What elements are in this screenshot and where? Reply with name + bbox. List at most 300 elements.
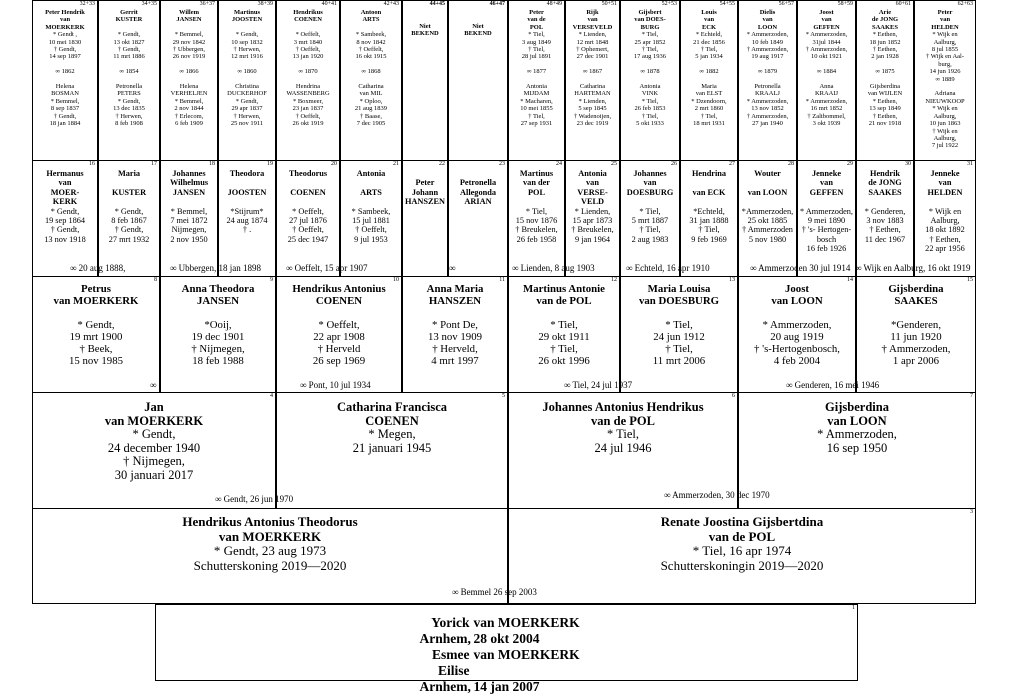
ancestor-number: 50+51: [601, 1, 617, 7]
ancestor-number: 44+45: [429, 1, 445, 7]
person-line: * Tiel,: [525, 206, 548, 216]
person-line: 13 nov 1909: [428, 331, 482, 343]
person-line: * Ammerzoden,: [746, 31, 789, 39]
person-line: Schutterskoningin 2019—2020: [660, 557, 824, 573]
person-line: van LOON: [827, 413, 887, 428]
ancestor-cell: [738, 160, 797, 277]
person-line: JANSEN: [176, 16, 202, 24]
person-line: Adriana: [934, 90, 956, 98]
ancestor-number: 42+43: [383, 1, 399, 7]
person-line: † Herveld,: [432, 343, 478, 355]
person-line: van de POL: [536, 295, 592, 307]
person-line: KRAALJ: [755, 90, 780, 98]
person-line: * Ammerzoden,: [746, 97, 789, 105]
person-line: Hendrik: [870, 169, 900, 178]
marriage-note: ∞ Pont, 10 jul 1934: [300, 380, 371, 390]
ancestor-number: 58+59: [837, 1, 853, 7]
ancestor-number: 4: [270, 393, 273, 399]
ancestor-cell: [856, 160, 914, 277]
ancestor-cell: [160, 160, 218, 277]
person-line: Willem: [178, 9, 200, 16]
person-line: 18 jan 1884: [49, 120, 81, 128]
child-row-left: Esmee Eilise: [432, 647, 470, 678]
person-line: POL: [527, 187, 546, 197]
person-line: * Oploo,: [359, 97, 383, 105]
person-line: † Ammerzoden: [742, 225, 793, 235]
person-line: van de: [527, 16, 546, 24]
person-line: DUCKERHOF: [227, 90, 267, 98]
person-line: * Gendt,: [117, 97, 141, 105]
person-line: [370, 24, 372, 31]
person-line: 5 nov 1980: [748, 234, 787, 244]
person-line: Hendrikus Antonius: [292, 283, 386, 295]
person-line: * Bemmel,: [50, 97, 80, 105]
ancestor-number: 1: [852, 605, 855, 611]
person-line: Johannes Antonius Hendrikus: [542, 400, 704, 414]
person-line: * Gendt,: [235, 97, 259, 105]
person-line: Petronella: [459, 178, 497, 188]
ancestor-number: 6: [732, 393, 735, 399]
person-line: * Dzendoorn,: [691, 97, 727, 105]
person-line: † Eethen,: [872, 46, 898, 54]
person-line: 22 apr 1956: [925, 244, 965, 254]
person-line: † Gendt,: [50, 225, 80, 235]
person-line: Joost: [785, 283, 809, 295]
person-line: Arie: [878, 9, 892, 16]
person-line: Martinus: [519, 169, 554, 178]
ancestor-cell: [565, 160, 620, 277]
person-line: Aalburg,: [933, 112, 957, 120]
person-line: 10 mei 1855: [520, 105, 553, 113]
person-line: * Wijk en: [932, 105, 958, 113]
person-line: [592, 61, 594, 68]
person-line: † Oeffelt,: [355, 225, 387, 235]
ancestor-cell: [508, 0, 565, 161]
person-line: Jan: [144, 400, 164, 414]
person-line: 27 dec 1901: [576, 53, 609, 61]
person-line: * Tiel,: [665, 319, 693, 331]
person-line: 10 feb 1849: [751, 38, 784, 46]
person-line: van de POL: [591, 413, 655, 428]
person-line: Dielis: [759, 9, 776, 16]
person-line: † Oeffelt,: [295, 112, 321, 120]
person-line: [188, 24, 190, 31]
ancestor-cell: [620, 276, 738, 393]
person-line: † Eethen,: [929, 234, 961, 244]
parent-cell: [32, 392, 276, 509]
person-line: 29 nov 1842: [172, 38, 206, 46]
ancestor-number: 10: [393, 277, 399, 283]
person-line: van LOON: [771, 295, 823, 307]
person-line: 11 jun 1920: [890, 331, 942, 343]
ancestor-number: 34+35: [141, 1, 157, 7]
person-line: Petrus: [81, 283, 111, 295]
ancestor-number: 13: [729, 277, 735, 283]
ancestor-number: 30: [905, 161, 911, 167]
person-line: 26 nov 1919: [172, 53, 206, 61]
person-line: 29 okt 1911: [538, 331, 590, 343]
person-line: † Herwen,: [115, 112, 143, 120]
person-line: [796, 307, 799, 319]
person-line: [424, 169, 426, 178]
ancestor-number: 29: [847, 161, 853, 167]
person-line: † Herwen,: [233, 46, 261, 54]
person-line: * Boxmeer,: [292, 97, 324, 105]
person-line: † Ammerzoden,: [881, 343, 951, 355]
person-line: van ELST: [695, 90, 723, 98]
person-line: [767, 61, 769, 68]
person-line: ∞ 1889: [935, 75, 955, 83]
ancestor-cell: [160, 276, 276, 393]
ancestor-number: 27: [729, 161, 735, 167]
person-line: * Ammerzoden,: [762, 319, 832, 331]
ancestor-cell: [797, 160, 856, 277]
person-line: Peter Hendrik: [45, 9, 85, 16]
person-line: NIEUWKOOP: [925, 97, 965, 105]
person-line: JOOSTEN: [227, 187, 267, 197]
person-line: BURG: [640, 23, 660, 31]
person-line: * Tiel, 16 apr 1974: [692, 543, 792, 558]
person-line: 21 nov 1918: [868, 120, 902, 128]
person-line: Johannes: [172, 169, 206, 178]
marriage-note: ∞ 20 aug 1888,: [70, 263, 126, 273]
person-line: † Tiel,: [528, 112, 545, 120]
person-line: [188, 76, 190, 83]
person-line: ∞ 1884: [816, 68, 837, 76]
person-line: Louis: [701, 9, 717, 16]
person-line: [128, 61, 130, 68]
ancestor-number: 15: [967, 277, 973, 283]
person-line: 12 mrt 1916: [231, 53, 263, 61]
person-line: 25 dec 1947: [287, 234, 329, 244]
ancestor-number: 16: [89, 161, 95, 167]
person-line: † 's- Hertogen-: [801, 225, 852, 235]
person-line: † Tiel,: [550, 343, 578, 355]
person-line: 25 okt 1885: [747, 216, 788, 226]
ancestor-cell: [448, 160, 508, 277]
person-line: † Zaltbommel,: [807, 112, 846, 120]
person-line: 19 mrt 1900: [69, 331, 123, 343]
person-line: ∞ 1870: [298, 68, 318, 76]
person-line: [915, 307, 918, 319]
ancestor-cell: [856, 276, 976, 393]
person-line: 3 nov 1883: [866, 216, 904, 226]
person-line: VERSE-: [577, 187, 608, 197]
person-line: Allegonda: [460, 187, 496, 197]
person-line: [246, 197, 248, 206]
ancestor-cell: [508, 160, 565, 277]
person-line: 23 dec 1919: [576, 120, 609, 128]
ancestor-number: 54+55: [719, 1, 735, 7]
person-line: 4 mrt 1997: [431, 355, 479, 367]
person-line: 2 nov 1844: [174, 105, 204, 113]
person-line: *Stijrum*: [230, 206, 264, 216]
ancestor-cell: [797, 0, 856, 161]
person-line: [246, 24, 248, 31]
ancestor-number: 12: [611, 277, 617, 283]
person-line: 24 jul 1946: [594, 440, 652, 455]
person-line: de JONG: [871, 16, 899, 24]
person-line: 10 jun 1863: [929, 120, 961, 128]
person-line: † Ammerzoden,: [746, 46, 789, 54]
person-line: † Ammerzoden,: [746, 112, 789, 120]
person-line: Antonia: [578, 169, 607, 178]
person-line: Jenneke: [930, 169, 960, 178]
child-row-right: 14 jan 2007: [473, 679, 540, 694]
person-line: † Gendt,: [53, 46, 77, 54]
person-line: Schutterskoning 2019—2020: [193, 557, 347, 573]
person-line: * Pont De,: [432, 319, 478, 331]
person-line: † Oeffelt,: [295, 46, 321, 54]
ancestor-cell: [680, 160, 738, 277]
person-line: * Lienden,: [574, 206, 611, 216]
ancestor-number: 19: [267, 161, 273, 167]
child-row: [156, 631, 857, 647]
person-line: [307, 24, 309, 31]
person-line: DOESBURG: [626, 187, 674, 197]
person-line: [307, 197, 309, 206]
person-line: Rijk: [586, 9, 599, 16]
person-line: ARIAN: [464, 197, 492, 207]
person-line: Nijmegen,: [171, 225, 207, 235]
ancestor-number: 40+41: [321, 1, 337, 7]
person-line: † Gendt,: [117, 46, 141, 54]
person-line: [884, 197, 886, 206]
ancestor-number: 8: [154, 277, 157, 283]
ancestor-number: 38+39: [257, 1, 273, 7]
ancestor-number: 62+63: [957, 1, 973, 7]
person-line: Peter: [415, 178, 435, 188]
person-line: † Oeffelt,: [292, 225, 324, 235]
person-line: 13 jan 1920: [292, 53, 324, 61]
person-line: van: [703, 16, 715, 24]
person-line: 13 okt 1827: [113, 38, 145, 46]
parent-cell: [276, 392, 508, 509]
person-line: 18 okt 1892: [925, 225, 965, 235]
ancestor-cell: [340, 0, 402, 161]
person-line: † Baase,: [359, 112, 383, 120]
person-line: *Ooij,: [204, 319, 232, 331]
person-line: van: [643, 178, 657, 188]
person-line: 21 januari 1945: [352, 440, 432, 455]
person-line: 26 feb 1958: [516, 234, 557, 244]
person-line: † .: [242, 225, 252, 235]
person-line: van WIJLEN: [867, 90, 903, 98]
person-line: 14 jun 1926: [929, 68, 961, 76]
person-line: Johann: [411, 187, 439, 197]
person-line: LOON: [757, 23, 778, 31]
person-line: 9 mei 1890: [807, 216, 846, 226]
person-line: 13 sep 1849: [869, 105, 901, 113]
person-line: Aalburg,: [930, 216, 960, 226]
person-line: * Sambeek,: [351, 206, 391, 216]
person-line: Petronella: [115, 83, 143, 91]
person-line: † Eethen,: [872, 112, 898, 120]
person-line: *Genderen,: [890, 319, 942, 331]
person-line: de JONG: [868, 178, 902, 188]
child-row-right: 28 okt 2004: [473, 631, 540, 646]
person-line: 3 mrt 1840: [293, 38, 323, 46]
person-line: 7 jul 1922: [931, 142, 959, 150]
person-line: JANSEN: [172, 187, 206, 197]
person-line: HARTEMAN: [574, 90, 611, 98]
person-line: van: [587, 16, 598, 24]
person-line: 11 dec 1967: [864, 234, 906, 244]
person-line: van ECK: [692, 187, 726, 197]
person-line: * Macharen,: [520, 97, 553, 105]
person-line: † Tiel,: [641, 112, 659, 120]
ancestor-cell: [914, 0, 976, 161]
ancestor-number: 9: [270, 277, 273, 283]
person-line: BOSMAN: [51, 90, 79, 98]
person-line: * Tiel,: [607, 427, 639, 441]
marriage-note: ∞ Gendt, 26 jun 1970: [215, 494, 294, 504]
person-line: 26 okt 1919: [292, 120, 324, 128]
ancestor-number: 20: [331, 161, 337, 167]
marriage-note: ∞ Oeffelt, 15 apr 1907: [286, 263, 368, 273]
person-line: VINK: [641, 90, 659, 98]
person-line: 26 feb 1853: [634, 105, 666, 113]
person-line: * Eethen,: [872, 31, 898, 39]
ancestor-number: 3: [970, 509, 973, 515]
person-line: van: [820, 178, 833, 188]
person-line: 11 mrt 2006: [652, 355, 706, 367]
person-line: MOER-: [50, 187, 80, 197]
person-line: 10 sep 1832: [231, 38, 263, 46]
person-line: Hermanus: [46, 169, 84, 178]
person-line: * Tiel,: [641, 97, 659, 105]
person-line: 16 mrt 1852: [810, 105, 843, 113]
marriage-note: ∞: [150, 380, 157, 390]
person-line: [128, 197, 130, 206]
person-line: van: [821, 16, 832, 24]
person-line: SAAKES: [868, 187, 902, 197]
person-line: [649, 61, 651, 68]
person-line: † Herwen,: [233, 112, 261, 120]
person-line: * Bemmel,: [170, 206, 208, 216]
person-line: Hendrina: [295, 83, 321, 91]
person-line: Maria: [117, 169, 141, 178]
person-line: 2 nov 1950: [170, 234, 208, 244]
person-line: [246, 61, 248, 68]
person-line: ∞ 1878: [640, 68, 660, 76]
marriage-note: ∞ Lienden, 8 aug 1903: [512, 263, 595, 273]
person-line: * Oeffelt,: [318, 319, 360, 331]
person-line: [708, 197, 710, 206]
ancestor-cell: [620, 0, 680, 161]
person-line: * Tiel,: [528, 31, 545, 39]
person-line: Niet: [419, 23, 431, 30]
person-line: 29 apr 1837: [231, 105, 263, 113]
person-line: ∞ 1868: [361, 68, 381, 76]
person-line: * Oeffelt,: [292, 206, 324, 216]
person-line: burg,: [938, 60, 952, 68]
person-line: Wilhelmus: [169, 178, 209, 188]
person-line: COENEN: [290, 187, 326, 197]
person-line: 4 feb 2004: [773, 355, 821, 367]
person-line: BEKEND: [411, 30, 439, 38]
marriage-note: ∞ Ammerzoden 30 jul 1914: [750, 263, 851, 273]
ancestor-number: 52+53: [661, 1, 677, 7]
person-line: [649, 197, 651, 206]
person-line: † Tiel,: [700, 46, 718, 54]
person-line: MOERKERK: [45, 23, 85, 31]
person-line: † Beek,: [79, 343, 113, 355]
person-line: † Wijk en: [932, 127, 958, 135]
person-line: van: [58, 178, 72, 188]
ancestor-number: 17: [151, 161, 157, 167]
person-line: 2 jan 1928: [871, 53, 899, 61]
person-line: [307, 178, 309, 187]
ancestor-number: 60+61: [895, 1, 911, 7]
person-line: 26 okt 1996: [538, 355, 590, 367]
person-line: Gerrit: [120, 9, 138, 16]
person-line: 5 mrt 1887: [631, 216, 669, 226]
person-line: 8 feb 1867: [111, 216, 147, 226]
person-line: 19 dec 1901: [191, 331, 245, 343]
person-line: [370, 178, 372, 187]
person-line: Hendrikus Antonius Theodorus: [182, 514, 358, 529]
person-line: * Echteld,: [695, 31, 723, 39]
marriage-note: ∞: [449, 263, 456, 273]
ancestor-cell: [218, 0, 276, 161]
person-line: Aalburg,: [933, 38, 957, 46]
ancestor-cell: [402, 276, 508, 393]
person-line: ∞ 1877: [526, 68, 547, 76]
person-line: van: [762, 16, 773, 24]
person-line: Catharina: [358, 83, 384, 91]
person-line: Petronella: [754, 83, 781, 91]
person-line: [708, 76, 710, 83]
person-line: † Breukelen,: [515, 225, 558, 235]
ancestor-cell: [160, 0, 218, 161]
person-line: Theodorus: [288, 169, 328, 178]
person-line: Renate Joostina Gijsbertdina: [660, 514, 824, 529]
marriage-note: ∞ Tiel, 24 jul 1937: [564, 380, 633, 390]
person-line: Johannes: [633, 169, 667, 178]
person-line: HANSZEN: [428, 295, 482, 307]
person-line: * Gendt, 23 aug 1973: [213, 543, 327, 558]
person-line: 5 jan 1934: [695, 53, 723, 61]
person-line: 27 jul 1876: [289, 216, 327, 226]
person-line: * Genderen,: [864, 206, 906, 216]
person-line: * Tiel,: [550, 319, 578, 331]
person-line: ARTS: [362, 16, 380, 24]
person-line: 27 jan 1940: [752, 120, 783, 128]
ancestor-number: 28: [788, 161, 794, 167]
person-line: † Wadenoijen,: [573, 112, 612, 120]
person-line: 27 sep 1931: [520, 120, 553, 128]
marriage-note: ∞ Echteld, 16 apr 1910: [626, 263, 710, 273]
person-line: [944, 197, 946, 206]
person-line: 8 feb 1908: [115, 120, 143, 128]
person-line: * Ammerzoden,: [800, 206, 853, 216]
child-row: [156, 615, 857, 631]
ancestor-cell: [914, 160, 976, 277]
person-line: Peter: [529, 9, 544, 16]
person-line: bosch: [816, 234, 837, 244]
ancestor-cell: [98, 160, 160, 277]
person-line: van DOESBURG: [638, 295, 720, 307]
ancestor-cell: [276, 160, 340, 277]
person-line: * Bemmel,: [174, 97, 204, 105]
person-line: 6 feb 1909: [175, 120, 203, 128]
person-line: † Wijk en Aal-: [925, 53, 965, 61]
person-line: Gijsberdina: [888, 283, 944, 295]
person-line: 18 jun 1852: [869, 38, 901, 46]
ancestor-cell: [402, 0, 448, 161]
ancestor-number: 25: [611, 161, 617, 167]
